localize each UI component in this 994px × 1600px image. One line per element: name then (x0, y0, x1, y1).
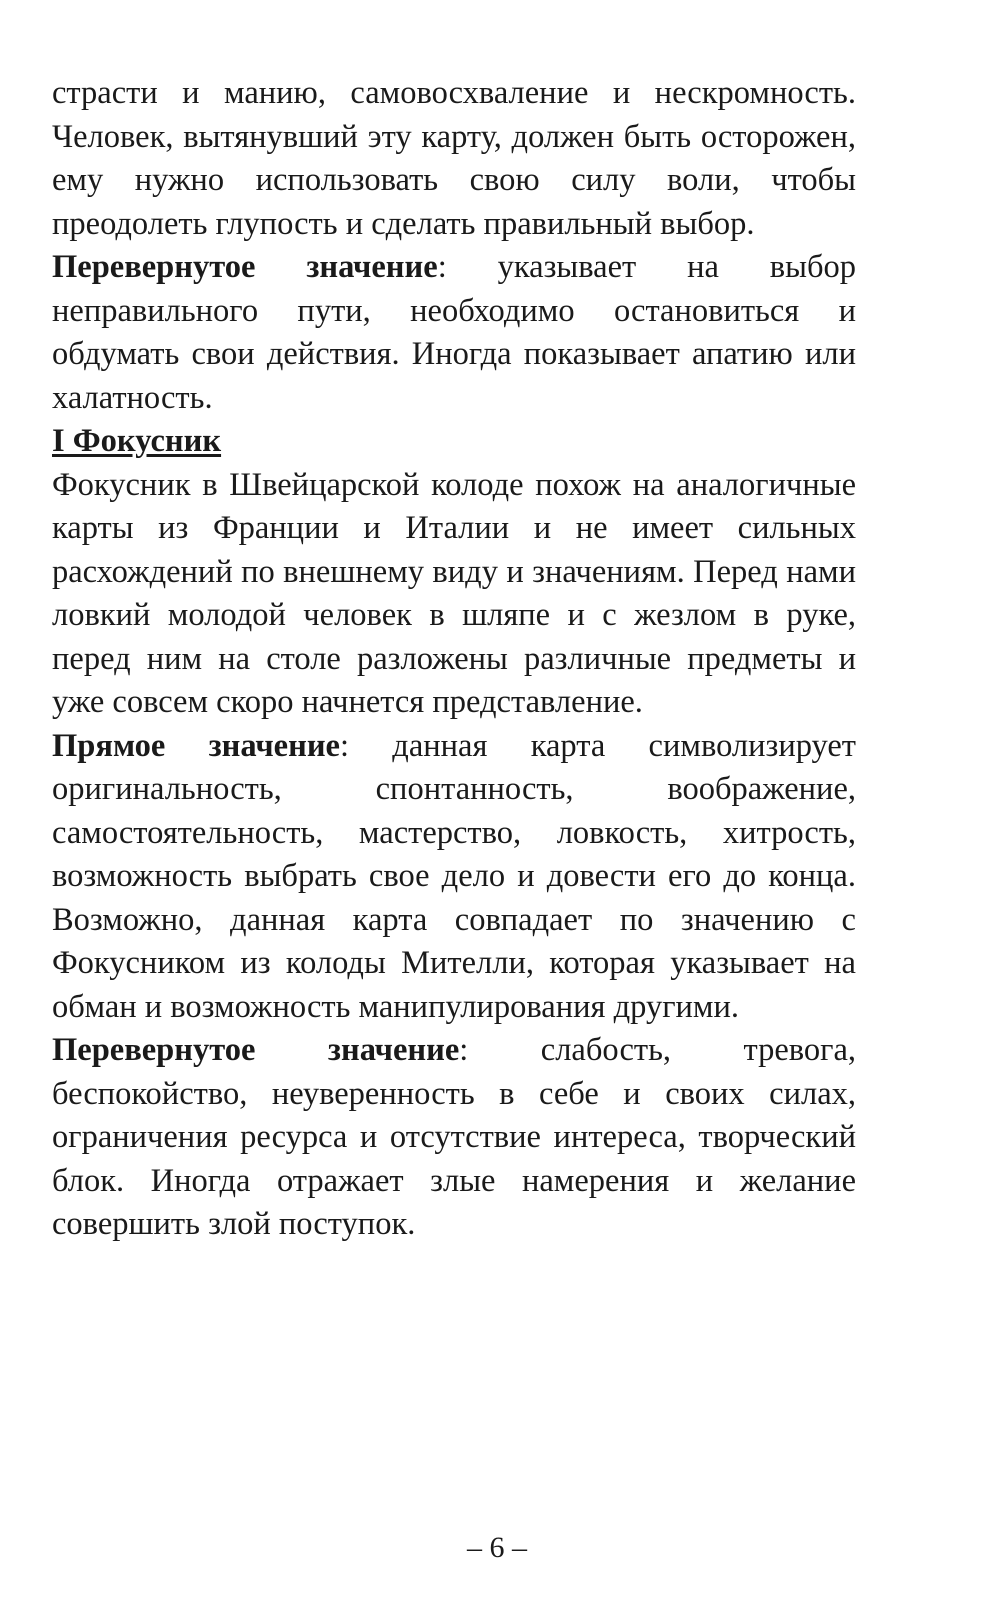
paragraph-intro (52, 72, 856, 246)
paragraph-reversed-meaning-magician (52, 1029, 856, 1247)
paragraph-intro-text: страсти и манию, самовосхваление и нескромность. Человек, вытянувший эту карту, должен быть осторожен, ему нужно использовать свою силу воли, чтобы преодолеть глупость и сделать правильный выбор. (52, 75, 856, 242)
paragraph-upright-meaning (52, 725, 856, 1030)
reversed-meaning-label: Перевернутое значение (52, 249, 438, 285)
paragraph-reversed-meaning-fool (52, 246, 856, 420)
reversed-meaning-text: : указывает на выбор неправильного пути, необходимо остановиться и обдумать свои действия. Иногда показывает апатию или халатность. (52, 249, 856, 416)
page-number: – 6 – (467, 1531, 527, 1564)
upright-meaning-label: Прямое значение (52, 727, 340, 764)
upright-meaning-text: : данная карта символизирует оригинальность, спонтанность, воображение, самостоятельность, мастерство, ловкость, хитрость, возможность выбрать свое дело и довести его до конца. Возможно, данная карта совпадает по значению с Фокусником из колоды Мителли, которая указывает на обман и возможность манипулирования другими. (52, 727, 856, 1025)
page-body (52, 72, 856, 1247)
paragraph-magician-description (52, 464, 856, 725)
magician-description-text: Фокусник в Швейцарской колоде похож на аналогичные карты из Франции и Италии и не имеет сильных расхождений по внешнему виду и значениям. Перед нами ловкий молодой человек в шляпе и с жезлом в руке, перед ним на столе разложены различные предметы и уже совсем скоро начнется представление. (52, 466, 856, 720)
reversed-meaning-label: Перевернутое значение (52, 1032, 460, 1068)
section-heading-magician: I Фокусник (52, 423, 222, 459)
reversed-meaning-text: : слабость, тревога, беспокойство, неуверенность в себе и своих силах, ограничения ресурса и отсутствие интереса, творческий блок. Иногда отражает злые намерения и желание совершить злой поступок. (52, 1032, 857, 1242)
